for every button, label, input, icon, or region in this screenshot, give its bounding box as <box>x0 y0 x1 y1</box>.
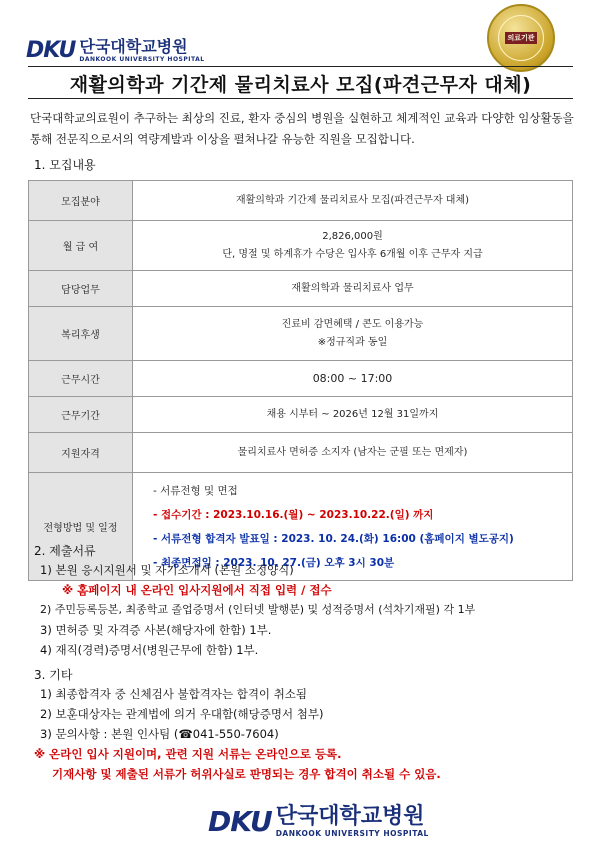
row-key: 근무시간 <box>29 361 133 397</box>
logo-korean-name: 단국대학교병원 <box>79 36 188 56</box>
list-item: 2) 보훈대상자는 관계법에 의거 우대함(해당증명서 첨부) <box>40 707 324 721</box>
seal-label: 의료기관 <box>507 34 535 42</box>
list-item: 1) 최종합격자 중 신체검사 불합격자는 합격이 취소됨 <box>40 687 308 701</box>
logo-english-name: DANKOOK UNIVERSITY HOSPITAL <box>79 55 205 63</box>
list-item: ※ 홈페이지 내 온라인 입사지원에서 직접 입력 / 접수 <box>62 583 332 597</box>
list-item: 1) 본원 응시지원서 및 자기소개서 (본원 소정양식) <box>40 563 294 577</box>
list-item: 기재사항 및 제출된 서류가 허위사실로 판명되는 경우 합격이 취소될 수 있음. <box>52 767 441 781</box>
intro-paragraph: 단국대학교의료원이 추구하는 최상의 진료, 환자 중심의 병원을 실현하고 체계적인 교육과 다양한 임상활동을 통해 전문직으로서의 역량계발과 이상을 펼쳐나갈 유능한 직원을 모집합니다. <box>30 111 574 146</box>
list-item: 3) 문의사항 : 본원 인사팀 (☎041-550-7604) <box>40 727 279 741</box>
section-heading-recruitment: 1. 모집내용 <box>34 158 96 172</box>
selection-item: - 서류전형 및 면접 <box>153 484 238 497</box>
row-value: 재활의학과 기간제 물리치료사 모집(파견근무자 대체) <box>235 194 470 206</box>
row-value: 채용 시부터 ~ 2026년 12월 31일까지 <box>266 408 439 420</box>
row-value: ※정규직과 동일 <box>317 336 388 348</box>
list-item: 2) 주민등록등본, 최종학교 졸업증명서 (인터넷 발행분) 및 성적증명서 (석차기재필) 각 1부 <box>40 603 476 616</box>
row-value: 단, 명절 및 하계휴가 수당은 입사후 6개월 이후 근무자 지급 <box>222 248 483 260</box>
selection-item: - 서류전형 합격자 발표일 : 2023. 10. 24.(화) 16:00 (홈페이지 별도공지) <box>153 532 514 545</box>
table-row <box>29 271 573 307</box>
list-item: 4) 재직(경력)증명서(병원근무에 한함) 1부. <box>40 643 259 657</box>
row-value: 물리치료사 면허증 소지자 (남자는 군필 또는 면제자) <box>237 446 468 458</box>
table-row <box>29 221 573 271</box>
table-row <box>29 433 573 473</box>
table-row <box>29 307 573 361</box>
title-rule-bottom <box>28 98 573 99</box>
row-key: 전형방법 및 일정 <box>29 473 133 581</box>
row-value: 진료비 감면혜택 / 콘도 이용가능 <box>281 318 424 330</box>
recruitment-table <box>28 180 573 581</box>
selection-item: - 접수기간 : 2023.10.16.(월) ~ 2023.10.22.(일) 까지 <box>153 508 434 521</box>
section-heading-other: 3. 기타 <box>34 668 73 682</box>
documents-list <box>40 560 475 660</box>
hospital-logo <box>26 38 205 63</box>
page-title: 재활의학과 기간제 물리치료사 모집(파견근무자 대체) <box>69 74 532 96</box>
row-key: 근무기간 <box>29 397 133 433</box>
row-key: 담당업무 <box>29 271 133 307</box>
logo-korean-name: 단국대학교병원 <box>275 803 425 829</box>
selection-item: - 최종면접일 : 2023. 10. 27.(금) 오후 3시 30분 <box>153 556 395 569</box>
row-value: 2,826,000원 <box>322 230 383 242</box>
certification-seal <box>487 4 555 72</box>
list-item: 3) 면허증 및 자격증 사본(해당자에 한함) 1부. <box>40 623 272 637</box>
row-value: 재활의학과 물리치료사 업무 <box>291 282 414 294</box>
table-row <box>29 361 573 397</box>
table-row <box>29 397 573 433</box>
other-list <box>34 684 441 784</box>
logo-mark: DKU <box>208 805 272 838</box>
section-heading-documents: 2. 제출서류 <box>34 544 96 558</box>
hospital-logo-footer <box>208 805 429 838</box>
row-key: 모집분야 <box>29 181 133 221</box>
row-value: 08:00 ~ 17:00 <box>312 371 393 385</box>
row-key: 지원자격 <box>29 433 133 473</box>
logo-mark: DKU <box>26 38 76 63</box>
title-rule-top <box>28 66 573 67</box>
logo-english-name: DANKOOK UNIVERSITY HOSPITAL <box>275 828 429 838</box>
row-key: 월 급 여 <box>29 221 133 271</box>
table-row <box>29 181 573 221</box>
row-key: 복리후생 <box>29 307 133 361</box>
list-item: ※ 온라인 입사 지원이며, 관련 지원 서류는 온라인으로 등록. <box>34 747 342 761</box>
